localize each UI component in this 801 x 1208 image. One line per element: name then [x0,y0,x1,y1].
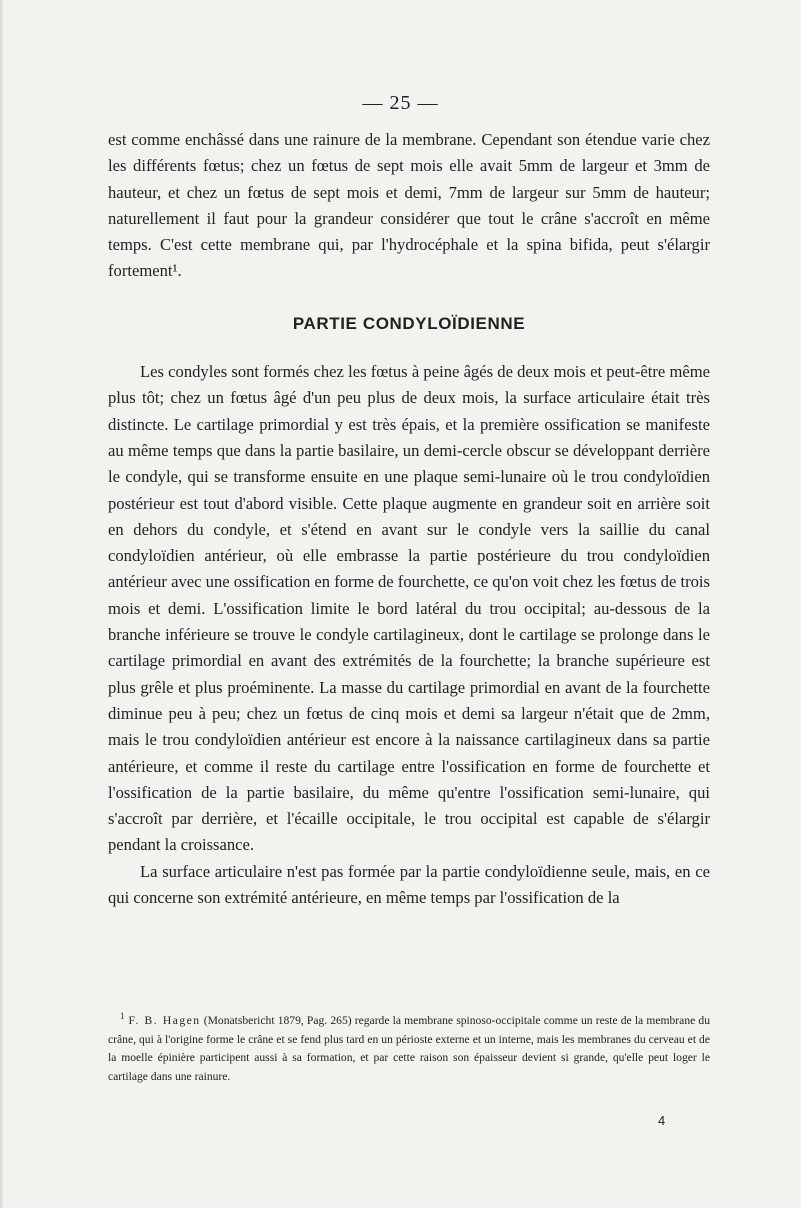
footnote-mark: 1 [120,1011,125,1021]
footnote-text: (Monatsbericht 1879, Pag. 265) regarde la membrane spinoso-occipitale comme un reste de la membrane du crâne, qui à l'origine forme le crâne et se fend plus tard en un périoste externe et un interne, mais les membranes du cerveau et de la moelle épinière participent aussi à sa formation, et par cette raison son épaisseur devient si grande, qu'elle peut loger le cartilage dans une rainure. [108,1013,710,1084]
section-heading: PARTIE CONDYLOÏDIENNE [292,313,526,333]
footnote [108,1007,710,1087]
signature-mark: 4 [658,1113,666,1128]
footnote-author: F. B. Hagen [128,1013,201,1027]
paragraph-continuation: est comme enchâssé dans une rainure de la membrane. Cependant son étendue varie chez les différents fœtus; chez un fœtus de sept mois elle avait 5mm de largeur et 3mm de hauteur, et chez un fœtus de sept mois et demi, 7mm de largeur sur 5mm de hauteur; naturellement il faut pour la grandeur considérer que tout le crâne s'accroît en même temps. C'est cette membrane qui, par l'hydrocéphale et la spina bifida, peut s'élargir fortement¹. [108,130,710,281]
paragraph-articular-surface: La surface articulaire n'est pas formée par la partie condyloïdienne seule, mais, en ce qui concerne son extrémité antérieure, en même temps par l'ossification de la [108,861,710,908]
main-text [108,127,710,911]
page-edge-shadow [0,0,4,1208]
page-number: — 25 — [362,92,439,114]
paragraph-condyles: Les condyles sont formés chez les fœtus à peine âgés de deux mois et peut-être même plus tôt; chez un fœtus âgé d'un peu plus de deux mois, la surface articulaire était très distincte. Le cartilage primordial y est très épais, et la première ossification se manifeste au même temps que dans la partie basilaire, un demi-cercle obscur se développant derrière le condyle, qui se transforme ensuite en une plaque semi-lunaire où le trou condyloïdien postérieur est tout d'abord visible. Cette plaque augmente en grandeur soit en arrière soit en dehors du condyle, et s'étend en avant sur le condyle vers la saillie du canal condyloïdien antérieur, où elle embrasse la partie postérieure du trou condyloïdien antérieur avec une ossification en forme de fourchette, ce qu'on voit chez les fœtus de trois mois et demi. L'ossification limite le bord latéral du trou occipital; au-dessous de la branche inférieure se trouve le condyle cartilagineux, dont le cartilage se prolonge dans le cartilage primordial en avant des extrémités de la fourchette; la branche supérieure est plus grêle et plus proéminente. La masse du cartilage primordial en avant de la fourchette diminue peu à peu; chez un fœtus de cinq mois et demi sa largeur n'était que de 2mm, mais le trou condyloïdien antérieur est encore à la naissance cartilagineux dans sa partie antérieure, et comme il reste du cartilage entre l'ossification en forme de fourchette et l'ossification de la partie basilaire, du même qu'entre l'ossification semi-lunaire, qui s'accroît par derrière, et l'écaille occipitale, le trou occipital est capable de s'élargir pendant la croissance. [108,362,710,855]
